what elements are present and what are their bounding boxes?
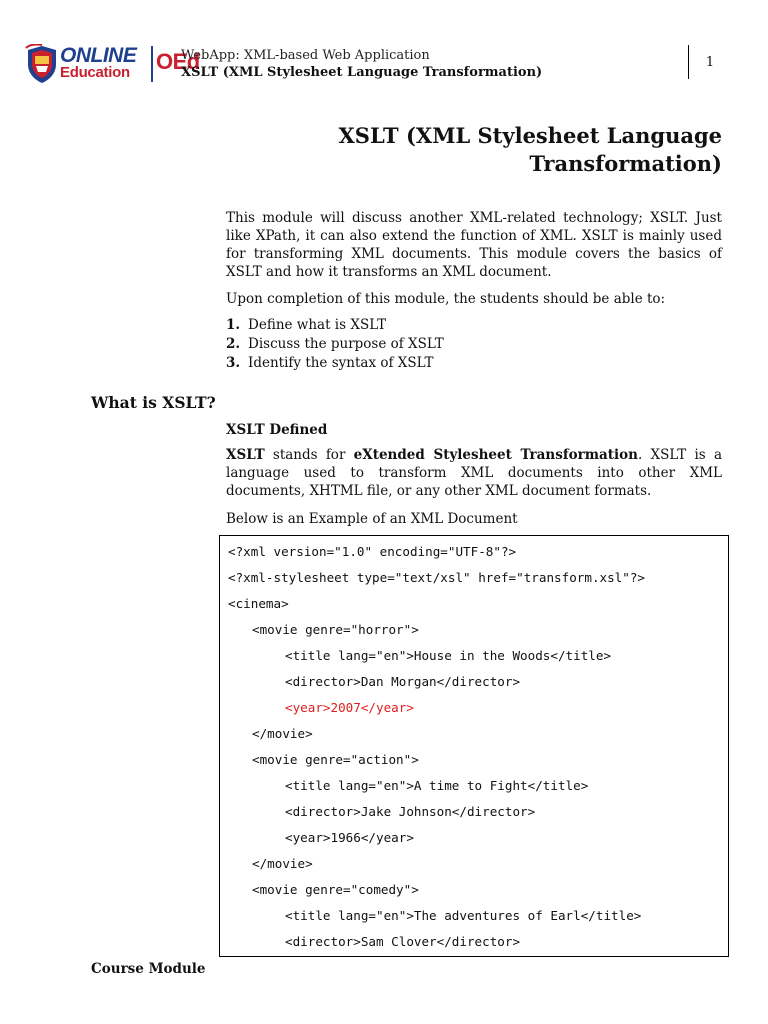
header-divider <box>688 45 689 79</box>
intro-paragraph: This module will discuss another XML-related technology; XSLT. Just like XPath, it can also extend the function of XML. XSLT is mainly used for transforming XML documents. This module covers the basics of XSLT and how it transforms an XML document. <box>226 210 722 280</box>
code-line: <director>Jake Johnson</director> <box>285 804 536 819</box>
logo-oed-text: OEd <box>156 49 200 74</box>
subsection-heading: XSLT Defined <box>226 422 328 438</box>
page-title-line-1: XSLT (XML Stylesheet Language <box>338 123 722 148</box>
code-line: <cinema> <box>228 596 289 611</box>
header-app-line: WebApp: XML-based Web Application <box>181 48 430 63</box>
logo-divider <box>151 46 153 82</box>
list-item-number: 2. <box>226 336 241 352</box>
objectives-list <box>226 316 722 373</box>
page-number: 1 <box>705 55 715 70</box>
definition-connector: stands for <box>264 447 354 463</box>
code-line: <director>Dan Morgan</director> <box>285 674 521 689</box>
page-title-line-2: Transformation) <box>529 151 722 176</box>
header-module-line: XSLT (XML Stylesheet Language Transformation) <box>181 65 543 80</box>
definition-expansion: eXtended Stylesheet Transformation <box>353 447 638 463</box>
list-item-number: 3. <box>226 355 241 371</box>
list-item-text: Discuss the purpose of XSLT <box>248 336 444 352</box>
logo-education-text: Education <box>60 64 130 81</box>
list-item-text: Define what is XSLT <box>248 317 387 333</box>
code-line: <director>Sam Clover</director> <box>285 934 521 949</box>
definition-paragraph <box>226 446 722 500</box>
example-caption: Below is an Example of an XML Document <box>226 511 518 527</box>
code-line: </movie> <box>252 856 313 871</box>
page-header <box>0 0 768 100</box>
list-item <box>226 354 722 373</box>
footer-course-module: Course Module <box>91 961 206 977</box>
crest-icon <box>24 44 60 84</box>
code-line: <title lang="en">House in the Woods</title> <box>285 648 612 663</box>
list-item <box>226 316 722 335</box>
definition-term: XSLT <box>226 447 265 463</box>
online-education-logo <box>24 42 200 88</box>
list-item-number: 1. <box>226 317 241 333</box>
code-line: <movie genre="comedy"> <box>252 882 419 897</box>
xml-code-block <box>219 535 729 957</box>
code-line: </movie> <box>252 726 313 741</box>
code-line: <movie genre="horror"> <box>252 622 419 637</box>
code-line: <movie genre="action"> <box>252 752 419 767</box>
code-line: <year>1966</year> <box>285 830 414 845</box>
code-line: <title lang="en">The adventures of Earl</title> <box>285 908 642 923</box>
list-item-text: Identify the syntax of XSLT <box>248 355 434 371</box>
page-title <box>300 122 722 178</box>
list-item <box>226 335 722 354</box>
code-line: <?xml-stylesheet type="text/xsl" href="transform.xsl"?> <box>228 570 646 585</box>
code-line: <year>2007</year> <box>285 700 414 715</box>
code-line: <title lang="en">A time to Fight</title> <box>285 778 589 793</box>
objectives-lead: Upon completion of this module, the students should be able to: <box>226 291 666 307</box>
section-heading: What is XSLT? <box>91 393 216 412</box>
definition-rest: . XSLT is a language used to transform XML documents into other XML documents, XHTML file, or any other XML document formats. <box>226 447 722 499</box>
logo-online-text: ONLINE <box>60 44 137 67</box>
code-line: <?xml version="1.0" encoding="UTF-8"?> <box>228 544 517 559</box>
